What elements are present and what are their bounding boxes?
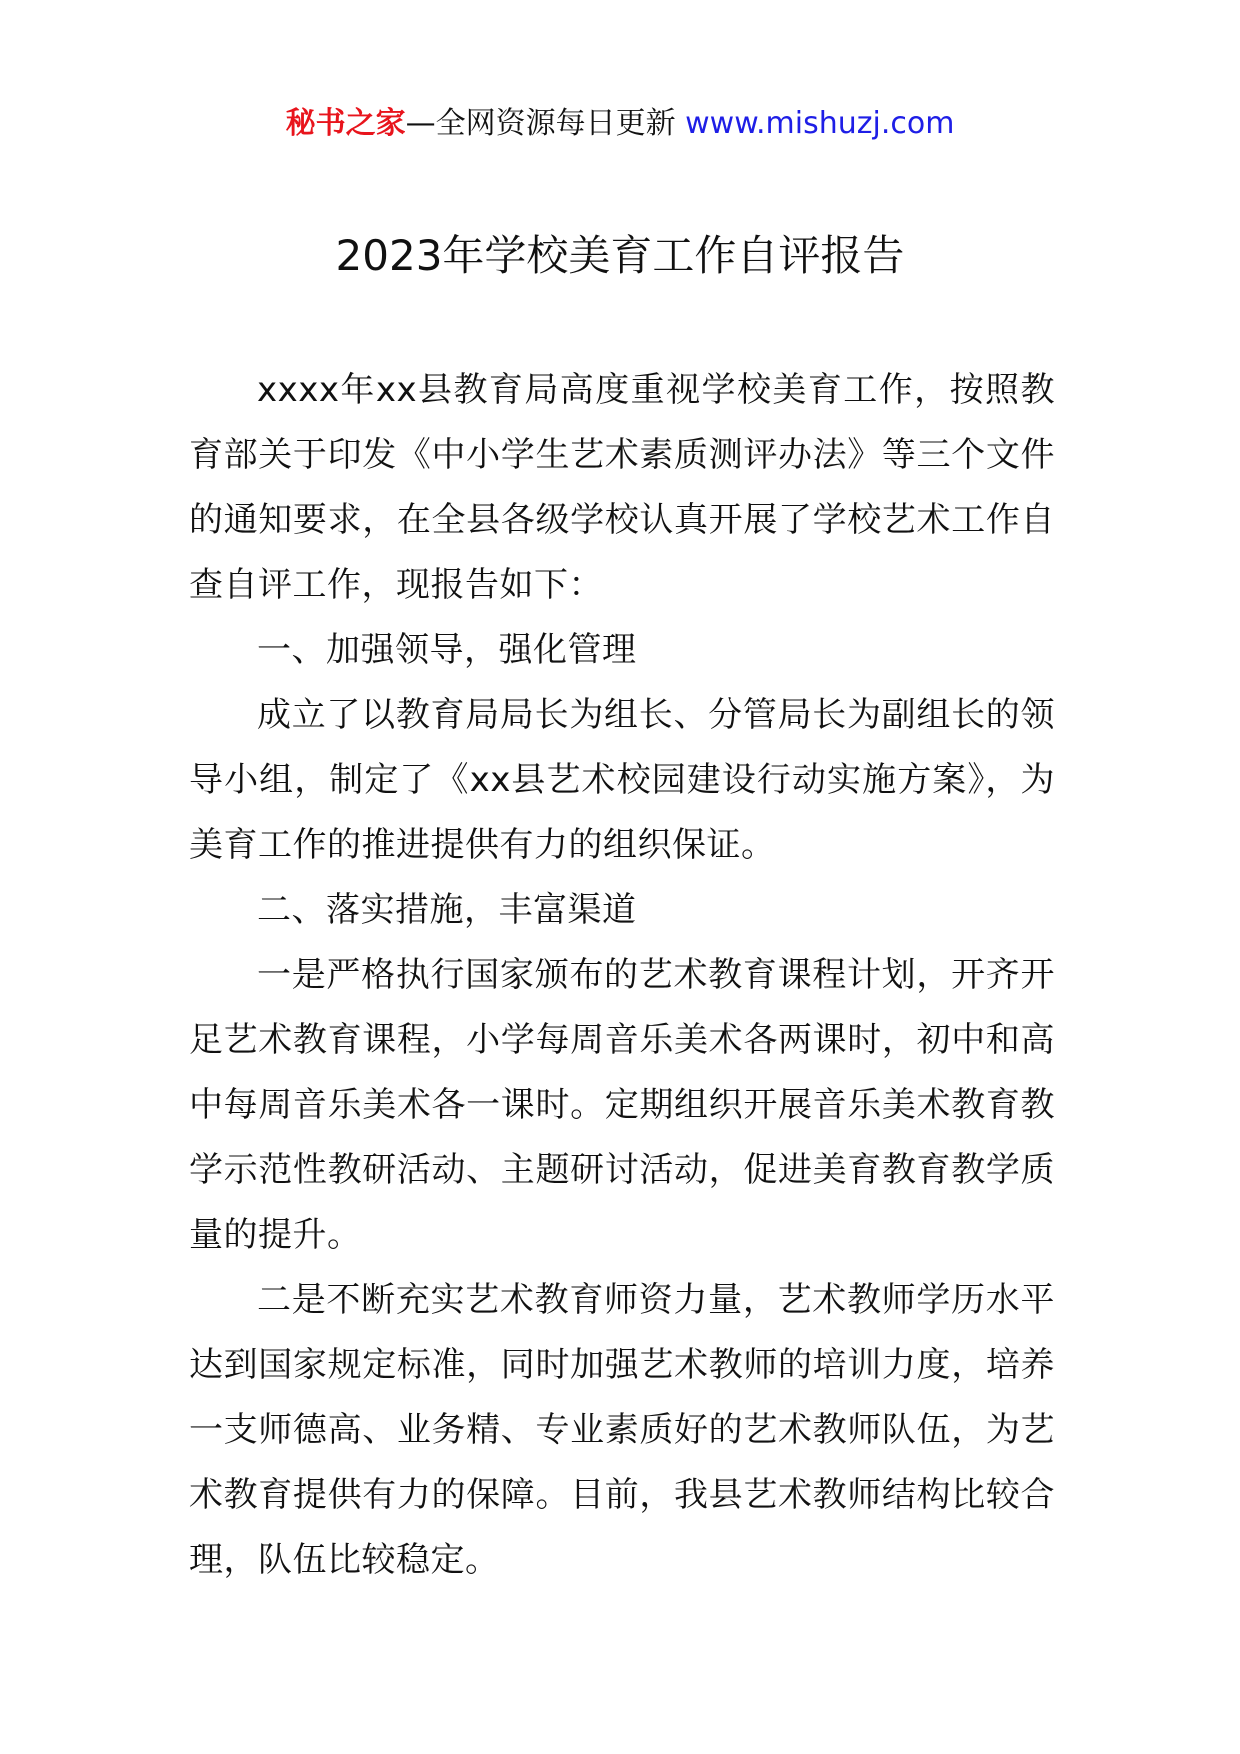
section-2-paragraph-1: 一是严格执行国家颁布的艺术教育课程计划，开齐开足艺术教育课程，小学每周音乐美术各两课时，初中和高中每周音乐美术各一课时。定期组织开展音乐美术教育教学示范性教研活动、主题研讨活动，促进美育教育教学质量的提升。	[189, 955, 1055, 1255]
document-body	[189, 358, 1055, 1593]
header-tagline: —全网资源每日更新	[405, 106, 676, 141]
section-heading-1: 一、加强领导，强化管理	[257, 630, 637, 670]
site-header	[0, 100, 1240, 148]
section-heading-2: 二、落实措施，丰富渠道	[257, 890, 637, 930]
section-2-paragraph-2: 二是不断充实艺术教育师资力量，艺术教师学历水平达到国家规定标准，同时加强艺术教师的培训力度，培养一支师德高、业务精、专业素质好的艺术教师队伍，为艺术教育提供有力的保障。目前，我县艺术教师结构比较合理，队伍比较稳定。	[189, 1280, 1055, 1580]
section-1-paragraph-1: 成立了以教育局局长为组长、分管局长为副组长的领导小组，制定了《xx县艺术校园建设行动实施方案》，为美育工作的推进提供有力的组织保证。	[189, 695, 1055, 865]
document-title: 2023年学校美育工作自评报告	[335, 231, 905, 280]
intro-paragraph: xxxx年xx县教育局高度重视学校美育工作，按照教育部关于印发《中小学生艺术素质测评办法》等三个文件的通知要求，在全县各级学校认真开展了学校艺术工作自查自评工作，现报告如下：	[189, 370, 1055, 605]
brand-name: 秘书之家	[285, 106, 406, 141]
site-url-link[interactable]: www.mishuzj.com	[685, 106, 955, 141]
